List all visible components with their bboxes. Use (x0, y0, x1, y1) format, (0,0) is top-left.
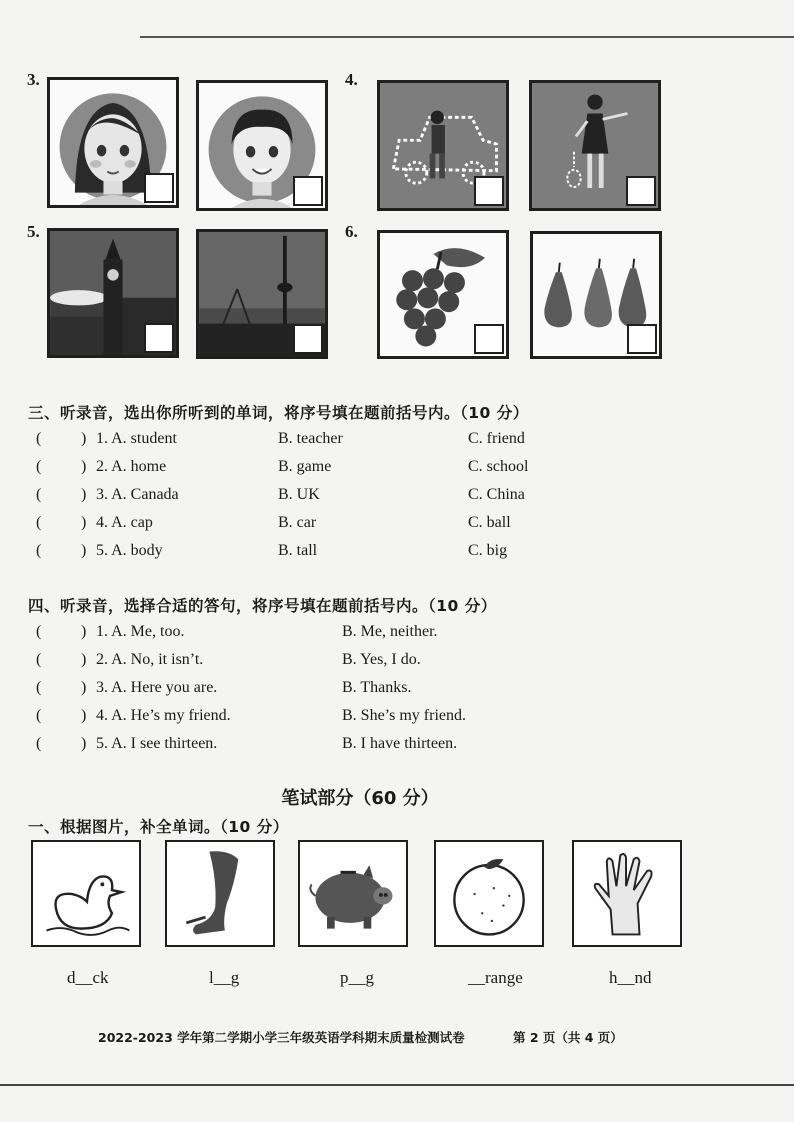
option-b: B. Yes, I do. (342, 651, 421, 668)
paren-left[interactable]: ( (36, 623, 42, 640)
bottom-rule (0, 1084, 794, 1086)
option-b: B. I have thirteen. (342, 735, 458, 752)
paren-left[interactable]: ( (36, 514, 42, 531)
paren-right: ) (81, 707, 87, 724)
boy-drawing-car-picture (377, 80, 509, 211)
option-b: B. UK (278, 486, 320, 503)
paren-left[interactable]: ( (36, 486, 42, 503)
pig-picture (298, 840, 408, 947)
paren-right: ) (81, 542, 87, 559)
option-b: B. car (278, 514, 317, 531)
word-blank-2[interactable]: l__g (209, 968, 240, 987)
leg-icon (167, 842, 273, 945)
duck-picture (31, 840, 141, 947)
grapes-picture (377, 230, 509, 359)
word-blank-5[interactable]: h__nd (609, 968, 652, 987)
option-b: B. game (278, 458, 332, 475)
paren-left[interactable]: ( (36, 651, 42, 668)
paren-left[interactable]: ( (36, 707, 42, 724)
written-part-title: 笔试部分（60 分） (281, 788, 439, 809)
question-number-6: 6. (345, 222, 358, 241)
top-rule (140, 36, 794, 38)
section-3-title: 三、听录音，选出你所听到的单词，将序号填在题前括号内。（10 分） (28, 404, 529, 422)
paren-left[interactable]: ( (36, 430, 42, 447)
option-b: B. tall (278, 542, 318, 559)
option-b: B. Thanks. (342, 679, 412, 696)
option-c: C. China (468, 486, 525, 503)
option-a: 2. A. home (96, 458, 167, 475)
cn-tower-picture (196, 229, 328, 359)
option-a: 5. A. body (96, 542, 163, 559)
orange-picture (434, 840, 544, 947)
leg-picture (165, 840, 275, 947)
option-b: B. Me, neither. (342, 623, 438, 640)
paren-right: ) (81, 651, 87, 668)
answer-checkbox[interactable] (626, 176, 656, 206)
pig-icon (300, 842, 406, 945)
answer-checkbox[interactable] (144, 173, 174, 203)
option-b: B. She’s my friend. (342, 707, 466, 724)
option-a: 4. A. He’s my friend. (96, 707, 231, 724)
option-a: 3. A. Canada (96, 486, 179, 503)
option-a: 1. A. student (96, 430, 177, 447)
paren-left[interactable]: ( (36, 542, 42, 559)
option-c: C. friend (468, 430, 525, 447)
pears-picture (530, 231, 662, 359)
option-c: C. big (468, 542, 508, 559)
option-a: 4. A. cap (96, 514, 153, 531)
paren-right: ) (81, 458, 87, 475)
paren-right: ) (81, 514, 87, 531)
option-a: 5. A. I see thirteen. (96, 735, 218, 752)
orange-icon (436, 842, 542, 945)
answer-checkbox[interactable] (293, 176, 323, 206)
paren-right: ) (81, 623, 87, 640)
answer-checkbox[interactable] (627, 324, 657, 354)
section-4-title: 四、听录音，选择合适的答句，将序号填在题前括号内。（10 分） (28, 597, 497, 615)
paren-left[interactable]: ( (36, 735, 42, 752)
page-footer (98, 1028, 623, 1046)
option-b: B. teacher (278, 430, 343, 447)
girl-drawing-picture (529, 80, 661, 211)
option-c: C. school (468, 458, 529, 475)
option-c: C. ball (468, 514, 511, 531)
option-a: 3. A. Here you are. (96, 679, 218, 696)
paren-right: ) (81, 735, 87, 752)
answer-checkbox[interactable] (474, 324, 504, 354)
option-a: 2. A. No, it isn’t. (96, 651, 204, 668)
word-blank-4[interactable]: __range (468, 968, 523, 987)
big-ben-picture (47, 228, 179, 358)
boy-portrait-picture (196, 80, 328, 211)
question-number-3: 3. (27, 70, 40, 89)
answer-checkbox[interactable] (293, 324, 323, 354)
answer-checkbox[interactable] (144, 323, 174, 353)
duck-icon (33, 842, 139, 945)
paren-right: ) (81, 430, 87, 447)
hand-icon (574, 842, 680, 945)
page-number: 第 2 页（共 4 页） (513, 1030, 623, 1045)
written-section-1-title: 一、根据图片，补全单词。（10 分） (28, 818, 289, 836)
question-number-4: 4. (345, 70, 358, 89)
paren-left[interactable]: ( (36, 458, 42, 475)
hand-picture (572, 840, 682, 947)
answer-checkbox[interactable] (474, 176, 504, 206)
girl-portrait-picture (47, 77, 179, 208)
question-number-5: 5. (27, 222, 40, 241)
word-blank-3[interactable]: p__g (340, 968, 374, 987)
paren-right: ) (81, 486, 87, 503)
word-blank-1[interactable]: d__ck (67, 968, 109, 987)
exam-title: 2022-2023 学年第二学期小学三年级英语学科期末质量检测试卷 (98, 1030, 465, 1045)
paren-left[interactable]: ( (36, 679, 42, 696)
option-a: 1. A. Me, too. (96, 623, 185, 640)
paren-right: ) (81, 679, 87, 696)
